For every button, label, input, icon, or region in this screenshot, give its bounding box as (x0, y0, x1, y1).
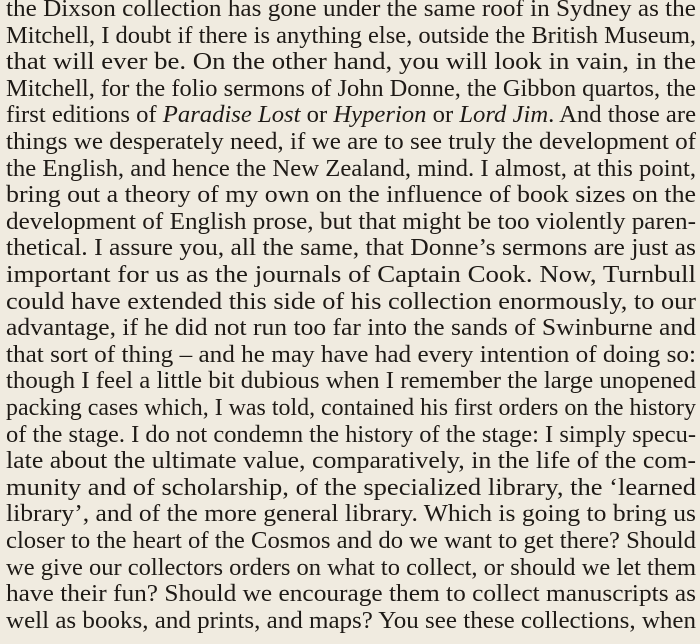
text-line: Mitchell, I doubt if there is anything else, outside the British Museum, (6, 22, 697, 49)
text-line: could have extended this side of his collection enormously, to our (6, 288, 697, 315)
text-line: the Dixson collection has gone under the same roof in Sydney as the (6, 0, 696, 22)
text-line: the English, and hence the New Zealand, mind. I almost, at this point, (6, 155, 697, 182)
text-line: thetical. I assure you, all the same, that Donne’s sermons are just as (6, 235, 696, 262)
text-run: . And those are (548, 102, 697, 129)
text-line: munity and of scholarship, of the specialized library, the ‘learned (6, 474, 697, 501)
text-line: advantage, if he did not run too far into the sands of Swinburne and (6, 315, 696, 342)
text-run: or (300, 102, 334, 129)
italic-title: Lord Jim (459, 102, 549, 129)
text-line: important for us as the journals of Captain Cook. Now, Turnbull (6, 262, 697, 288)
italic-title: Hyperion (333, 102, 427, 129)
italic-title: Paradise Lost (162, 102, 301, 129)
text-line: closer to the heart of the Cosmos and do we want to get there? Should (6, 528, 696, 554)
text-line: late about the ultimate value, comparatively, in the life of the com- (6, 448, 697, 475)
text-line: well as books, and prints, and maps? You see these collections, when (6, 607, 697, 634)
text-line: development of English prose, but that might be too violently paren- (6, 208, 696, 235)
text-line: bring out a theory of my own on the influence of book sizes on the (6, 182, 697, 209)
text-run: first editions of (6, 102, 163, 129)
text-line: library’, and of the more general library. Which is going to bring us (6, 501, 696, 528)
text-line: of the stage. I do not condemn the history of the stage: I simply specu- (6, 421, 696, 448)
text-run: or (426, 102, 460, 129)
text-line: that sort of thing – and he may have had every intention of doing so: (6, 341, 696, 368)
text-line: things we desperately need, if we are to see truly the development of (6, 129, 697, 155)
text-line: have their fun? Should we encourage them to collect manuscripts as (6, 581, 697, 608)
text-line: packing cases which, I was told, contained his first orders on the history (6, 395, 696, 421)
text-line: though I feel a little bit dubious when I remember the large unopened (6, 368, 697, 395)
text-line: that will ever be. On the other hand, you will look in vain, in the (6, 49, 696, 76)
text-line: Mitchell, for the folio sermons of John Donne, the Gibbon quartos, the (6, 75, 697, 102)
text-line: we give our collectors orders on what to collect, or should we let them (6, 554, 697, 581)
text-line (6, 100, 696, 130)
